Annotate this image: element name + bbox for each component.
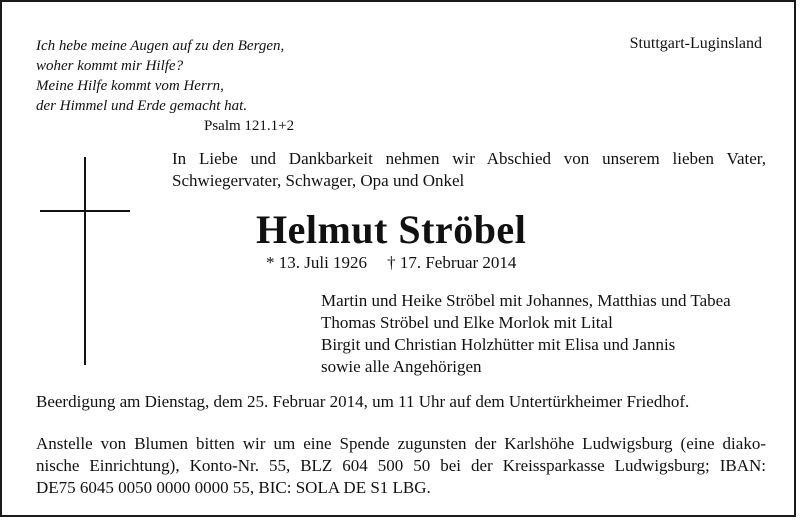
mourner-line: Thomas Ströbel und Elke Morlok mit Lital (321, 313, 613, 332)
intro-line: In Liebe und Dankbarkeit nehmen wir Abschied von unserem lieben Vater, (172, 149, 766, 168)
psalm-line: Meine Hilfe kommt vom Herrn, (36, 78, 224, 94)
place-name: Stuttgart-Luginsland (629, 35, 762, 52)
psalm-line: Ich hebe meine Augen auf zu den Bergen, (36, 38, 285, 54)
mourners-list (321, 290, 731, 378)
intro-text (172, 148, 766, 192)
mourner-line: Birgit und Christian Holzhütter mit Elisa und Jannis (321, 335, 676, 354)
intro-line: Schwiegervater, Schwager, Opa und Onkel (172, 171, 465, 190)
psalm-reference: Psalm 121.1+2 (204, 118, 295, 134)
life-dates (266, 252, 516, 274)
cross-icon (40, 157, 132, 367)
psalm-quote (36, 36, 294, 136)
donation-line: nische Einrichtung), Konto-Nr. 55, BLZ 604 500 50 bei der Kreissparkasse Ludwigsburg; IBAN: (36, 456, 766, 475)
birth-date: * 13. Juli 1926 (266, 253, 368, 272)
funeral-info: Beerdigung am Dienstag, dem 25. Februar 2014, um 11 Uhr auf dem Untertürkheimer Friedhof. (36, 392, 690, 411)
deceased-name: Helmut Ströbel (256, 207, 527, 252)
psalm-line: woher kommt mir Hilfe? (36, 58, 184, 74)
donation-line: DE75 6045 0050 0000 0000 55, BIC: SOLA DE S1 LBG. (36, 478, 431, 497)
mourner-line: Martin und Heike Ströbel mit Johannes, Matthias und Tabea (321, 291, 731, 310)
donation-line: Anstelle von Blumen bitten wir um eine Spende zugunsten der Karlshöhe Ludwigsburg (eine diako- (36, 434, 766, 453)
psalm-line: der Himmel und Erde gemacht hat. (36, 98, 248, 114)
mourner-line: sowie alle Angehörigen (321, 357, 482, 376)
donation-info (36, 433, 766, 499)
death-date: † 17. Februar 2014 (387, 253, 517, 272)
